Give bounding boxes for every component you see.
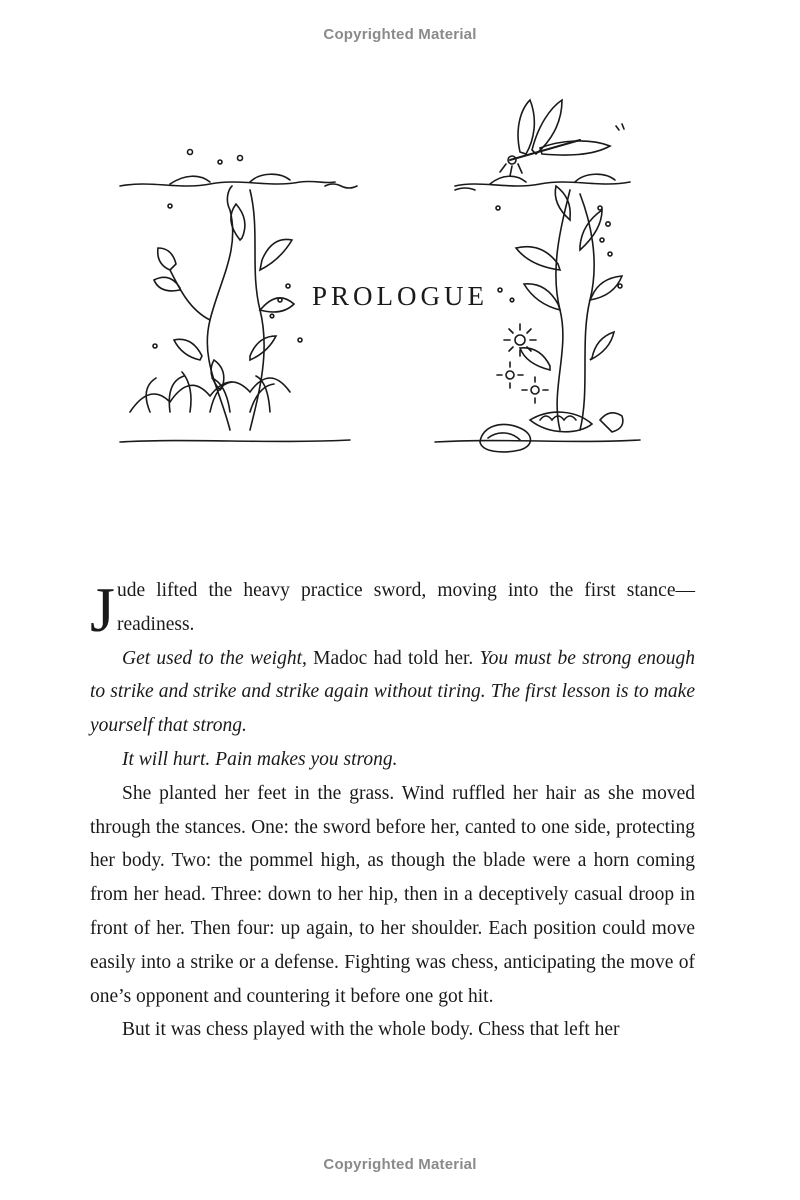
seaweed-ornament-illustration [110, 90, 650, 460]
chapter-title: PROLOGUE [311, 281, 488, 311]
right-water-surface [455, 174, 630, 190]
dragonfly [500, 100, 624, 176]
paragraph-2-italic-b: You must be strong enough to strike and strike and strike again without tiring. The first lesson is to make yourself that strong. [90, 647, 695, 737]
paragraph-2 [90, 642, 695, 743]
paragraph-3: It will hurt. Pain makes you strong. [122, 748, 398, 770]
paragraph-4: She planted her feet in the grass. Wind ruffled her hair as she moved through the stances. One: the sword before her, canted to one side, protecting her body. Two: the pommel high, as though the blade were a horn coming from her head. Three: down to her hip, then in a deceptively casual droop in front of her. Then four: up again, to her shoulder. Each position could move easily into a strike or a defense. Fighting was chess, anticipating the move of one’s opponent and countering it before one got hit. [90, 782, 695, 1007]
copyright-watermark-bottom: Copyrighted Material [323, 1156, 477, 1173]
body-text [90, 574, 695, 1047]
left-anemones [120, 372, 350, 442]
left-water-surface [120, 174, 357, 188]
copyright-watermark-top: Copyrighted Material [323, 26, 477, 43]
paragraph-1 [90, 574, 695, 645]
left-bubbles [153, 150, 302, 349]
paragraph-1-text: ude lifted the heavy practice sword, moving into the first stance—readiness. [117, 580, 695, 635]
paragraph-2-italic-a: Get used to the weight [122, 647, 302, 669]
paragraph-5: But it was chess played with the whole body. Chess that left her [122, 1019, 620, 1041]
drop-cap: J [90, 574, 115, 645]
paragraph-2-plain: , Madoc had told her. [301, 647, 480, 669]
